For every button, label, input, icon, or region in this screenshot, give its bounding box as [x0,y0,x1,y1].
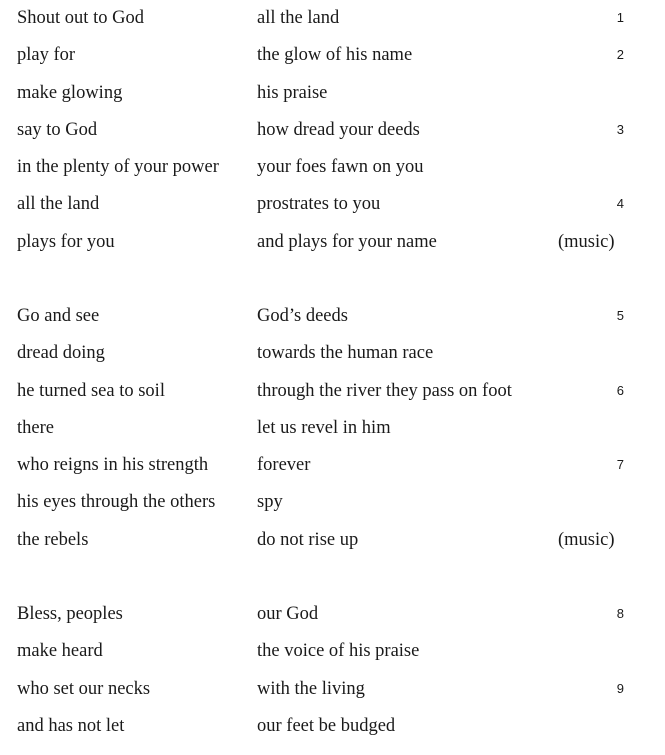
verse-line [0,379,665,409]
verse-number: 6 [616,383,624,398]
line-left-half: who set our necks [17,679,151,699]
line-left-half: Shout out to God [17,8,144,28]
line-right-half: God’s deeds [257,306,348,326]
verse-line [0,43,665,73]
line-right-half: spy [257,492,283,512]
line-left-half: make heard [17,641,103,661]
line-left-half: Go and see [17,306,100,326]
line-left-half: play for [17,45,76,65]
line-right-half: prostrates to you [257,194,381,214]
verse-line [0,714,665,744]
verse-line [0,453,665,483]
line-right-half: his praise [257,83,328,103]
line-left-half: in the plenty of your power [17,157,219,177]
line-left-half: dread doing [17,343,105,363]
verse-line [0,81,665,111]
line-right-half: the voice of his praise [257,641,420,661]
line-right-half: let us revel in him [257,418,391,438]
line-left-half: say to God [17,120,98,140]
line-right-half: our feet be budged [257,716,396,736]
line-left-half: who reigns in his strength [17,455,209,475]
verse-line [0,230,665,260]
line-left-half: and has not let [17,716,125,736]
verse-line [0,490,665,520]
line-right-half: your foes fawn on you [257,157,424,177]
line-right-half: do not rise up [257,530,359,550]
verse-line [0,416,665,446]
line-left-half: all the land [17,194,100,214]
line-right-half: forever [257,455,311,475]
line-left-half: plays for you [17,232,115,252]
line-left-half: his eyes through the others [17,492,216,512]
verse-number: 1 [616,10,624,25]
verse-number: 5 [616,308,624,323]
verse-line [0,602,665,632]
verse-line [0,304,665,334]
line-right-half: towards the human race [257,343,434,363]
verse-number: 7 [616,457,624,472]
line-left-half: make glowing [17,83,123,103]
line-right-half: all the land [257,8,340,28]
verse-line [0,341,665,371]
verse-line [0,192,665,222]
line-left-half: Bless, peoples [17,604,123,624]
line-left-half: there [17,418,54,438]
verse-number: 2 [616,47,624,62]
line-right-half: and plays for your name [257,232,437,252]
music-marker: (music) [558,530,615,550]
verse-number: 4 [616,196,624,211]
verse-number: 8 [616,606,624,621]
verse-number: 9 [616,681,624,696]
line-left-half: he turned sea to soil [17,381,165,401]
line-right-half: our God [257,604,319,624]
verse-line [0,639,665,669]
verse-line [0,155,665,185]
line-right-half: through the river they pass on foot [257,381,512,401]
verse-number: 3 [616,122,624,137]
verse-line [0,528,665,558]
verse-line [0,118,665,148]
line-right-half: how dread your deeds [257,120,420,140]
music-marker: (music) [558,232,615,252]
line-right-half: with the living [257,679,365,699]
verse-line [0,677,665,707]
line-left-half: the rebels [17,530,89,550]
verse-line [0,6,665,36]
line-right-half: the glow of his name [257,45,413,65]
